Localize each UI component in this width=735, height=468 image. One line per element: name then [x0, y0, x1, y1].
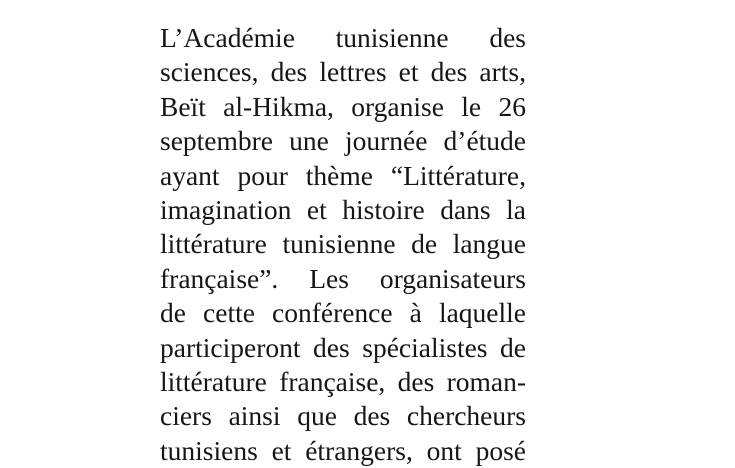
article-line: française”. Les organisateurs [160, 262, 526, 294]
article-line: littérature tunisienne de langue [160, 228, 526, 260]
article-line: ayant pour thème “Littérature, [160, 159, 526, 191]
article-line: littérature française, des roman- [160, 365, 526, 397]
article-line: sciences, des lettres et des arts, [160, 56, 526, 88]
article-line: Beït al-Hikma, organise le 26 [160, 90, 526, 122]
article-line: tunisiens et étrangers, ont posé [160, 434, 526, 466]
article-line: participeront des spécialistes de [160, 331, 526, 363]
article-line: de cette conférence à laquelle [160, 297, 526, 329]
article-line: septembre une journée d’étude [160, 125, 526, 157]
article-line: imagination et histoire dans la [160, 193, 526, 225]
article-line: L’Académie tunisienne des [160, 22, 526, 53]
article-line: ciers ainsi que des chercheurs [160, 400, 526, 432]
article-column [160, 21, 526, 468]
